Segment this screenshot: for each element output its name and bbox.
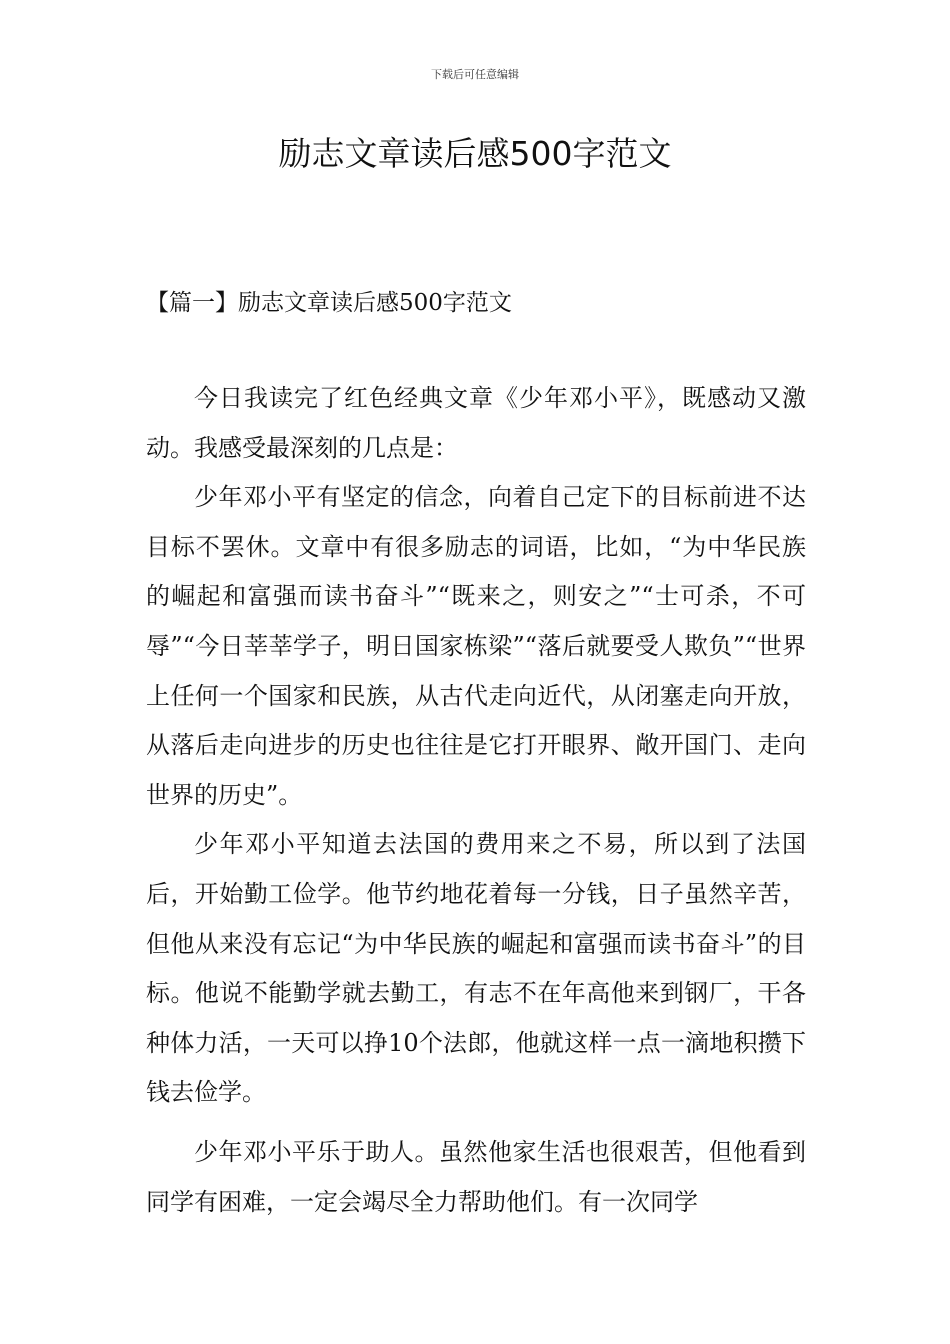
paragraph: 少年邓小平知道去法国的费用来之不易，所以到了法国后，开始勤工俭学。他节约地花着每一分钱，日子虽然辛苦，但他从来没有忘记“为中华民族的崛起和富强而读书奋斗”的目标。他说不能勤学就去勤工，有志不在年高他来到钢厂，干各种体力活，一天可以挣10个法郎，他就这样一点一滴地积攒下钱去俭学。 [146, 830, 806, 1107]
paragraph: 少年邓小平乐于助人。虽然他家生活也很艰苦，但他看到同学有困难，一定会竭尽全力帮助他们。有一次同学 [146, 1137, 806, 1216]
paragraph: 今日我读完了红色经典文章《少年邓小平》，既感动又激动。我感受最深刻的几点是： [146, 384, 806, 462]
page-title: 励志文章读后感500字范文 [278, 134, 672, 173]
article-body [146, 374, 806, 1227]
section-heading: 【篇一】励志文章读后感500字范文 [146, 290, 512, 316]
header-note: 下载后可任意编辑 [431, 68, 519, 81]
paragraph: 少年邓小平有坚定的信念，向着自己定下的目标前进不达目标不罢休。文章中有很多励志的词语，比如，“为中华民族的崛起和富强而读书奋斗”“既来之，则安之”“士可杀，不可辱”“今日莘莘学子，明日国家栋梁”“落后就要受人欺负”“世界上任何一个国家和民族，从古代走向近代，从闭塞走向开放，从落后走向进步的历史也往往是它打开眼界、敞开国门、走向世界的历史”。 [146, 483, 806, 809]
